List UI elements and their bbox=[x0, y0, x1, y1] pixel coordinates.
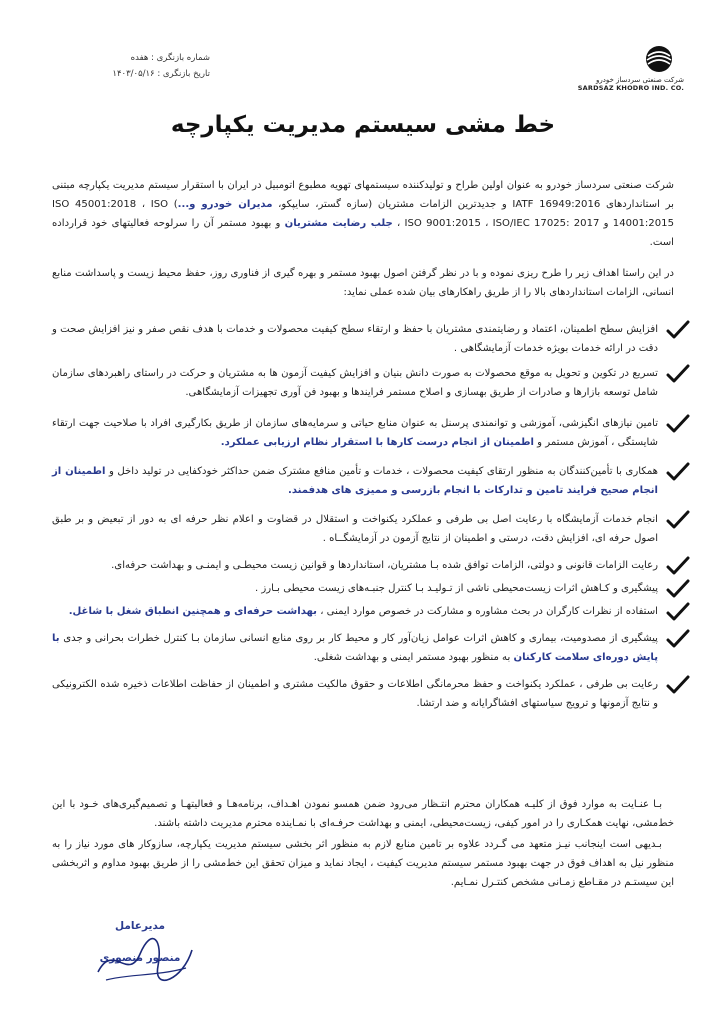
policy-item-text: رعایت بی طرفی ، عملکرد یکنواخت و حفظ محرمانگی اطلاعات و حقوق مالکیت مشتری و اطمینان از حفاظت اطلاعات ذخیره شده الکترونیکی و نتایج آزمونها و ترویج سیاستهای افشاگرایانه و ضد ارتشا. bbox=[52, 679, 658, 709]
handwritten-signature-icon bbox=[88, 932, 198, 990]
check-icon bbox=[666, 579, 690, 599]
policy-item-text: همکاری با تأمین‌کنندگان به منظور ارتقای کیفیت محصولات ، خدمات و تأمین منافع مشترک ضمن حداکثر خودکفایی در تولید داخل و bbox=[105, 466, 659, 477]
policy-item bbox=[52, 579, 692, 598]
policy-item-text: رعایت الزامات قانونی و دولتی، الزامات توافق شده بـا مشتریان، استانداردها و قوانین زیست محیطـی و ایمنـی و بهداشت حرفه‌ای. bbox=[111, 560, 658, 571]
company-name-fa: شرکت صنعتی سردساز خودرو bbox=[595, 76, 684, 84]
policy-item-text: افزایش سطح اطمینان، اعتماد و رضایتمندی مشتریان با حفظ و ارتقاء سطح کیفیت محصولات و خدمات با هدف نقص صفر و نیز افزایش صحت و دقت در ارائه خدمات بویژه خدمات آزمایشگاهی . bbox=[52, 324, 658, 354]
check-icon bbox=[666, 462, 690, 482]
policy-item-text: تامین نیازهای انگیزشی، آموزشی و توانمندی پرسنل به عنوان منابع حیاتی و سرمایه‌های سازمان از طریق بکارگیری افراد با صلاحیت جهت ارتقاء شایستگی ، آموزش مستمر و bbox=[52, 418, 658, 448]
company-logo bbox=[574, 44, 684, 92]
policy-item bbox=[52, 414, 692, 452]
policy-item bbox=[52, 602, 692, 621]
revision-date: تاریخ بازنگری : ۱۴۰۳/۰۵/۱۶ bbox=[112, 69, 210, 79]
policy-item-text: انجام خدمات آزمایشگاه با رعایت اصل بی طرفی و عملکرد یکنواخت و استقلال در قضاوت و اعلام نظر حرفه ای به دور از تبعیض و بر طبق اصول حرفه ای، افزایش دقت، درستی و اطمینان از نتایج آزمون در آزمایشگــاه . bbox=[52, 514, 658, 544]
check-icon bbox=[666, 510, 690, 530]
intro-text-2: ) ISO 45001:2018 ، ISO 14001:2015 و ISO 9001:2015 ، ISO/IEC 17025: 2017 ، bbox=[52, 199, 674, 229]
policy-item-highlight: اطمینان از انجام درست کارها با استقرار نظام ارزیابی عملکرد. bbox=[220, 437, 534, 448]
policy-item bbox=[52, 462, 692, 500]
policy-item-highlight: بهداشت حرفه‌ای و همچنین انطباق شغل با شاغل. bbox=[68, 606, 317, 617]
intro-text-1: شرکت صنعتی سردساز خودرو به عنوان اولین طراح و تولیدکننده سیستمهای تهویه مطبوع اتومبیل در ایران با استقرار سیستم مدیریت یکپارچه مبتنی بر استانداردهای IATF 16949:2016 و جدیدترین الزامات مشتریان (سازه گستر، سایپکو، bbox=[52, 180, 674, 210]
page-title: خط مشی سیستم مدیریت یکپارچه bbox=[170, 112, 556, 138]
policy-item bbox=[52, 364, 692, 402]
policy-item bbox=[52, 510, 692, 548]
policy-item-text: پیشگیری و کـاهش اثرات زیست‌محیطی ناشی از تـولیـد بـا کنترل جنبـه‌های زیست محیطی بـارز . bbox=[254, 583, 658, 594]
intro-highlight-2: جلب رضایت مشتریان bbox=[284, 218, 393, 229]
closing-paragraph-2: بـدیهی است اینجانب نیـز متعهد می گـردد علاوه بر تامین منابع لازم به منظور اثر بخشی سیستم مدیریت یکپارچه، سازوکار های مورد نیاز را به منظور نیل به اهداف فوق در جهت بهبود مستمر سیستم مدیریت کیفیت ، ایجاد نماید و میزان تحقق این خط‌مشی را از طریق بهبود مداوم و اثربخشی این سیستـم در مقـاطع زمـانی مشخص کنتـرل نمـایم. bbox=[52, 839, 674, 888]
check-icon bbox=[666, 414, 690, 434]
closing-section bbox=[52, 795, 674, 892]
lead-paragraph: در این راستا اهداف زیر را طرح ریزی نموده و با در نظر گرفتن اصول بهبود مستمر و بهره گیری از فناوری روز، حفظ محیط زیست و پاسداشت منابع انسانی، الزامات استانداردهای بالا را از طریق راهکارهای بیان شده عملی نماید: bbox=[52, 268, 674, 298]
policy-item-tail: به منظور بهبود مستمر ایمنی و بهداشت شغلی. bbox=[313, 652, 514, 663]
policy-item-text: پیشگیری از مصدومیت، بیماری و کاهش اثرات عوامل زیان‌آور کار و محیط کار بر روی منابع انسانی سازمان بـا کنترل خطرات بحرانی و جدی bbox=[59, 633, 658, 644]
signer-name: منصور منصوری bbox=[99, 952, 181, 964]
closing-paragraph-1: بـا عنـایت به موارد فوق از کلیـه همکاران محترم انتـظار می‌رود ضمن همسو نمودن اهـداف، برنامه‌هـا و فعالیتهـا و تصمیم‌گیری‌های خـود با این خط‌مشی، نهایت همکـاری را در امور کیفی، زیست‌محیطی، ایمنی و بهداشت حرفـه‌ای با نمـاینده محترم مدیریت داشته باشند. bbox=[52, 799, 674, 829]
policy-item-text: تسریع در تکوین و تحویل به موقع محصولات به صورت دانش بنیان و افزایش کیفیت آزمون ها به مشتریان و حرکت در راستای راهبردهای سازمان شامل توسعه بازارها و صادرات از طریق بهسازی و اصلاح مستمر فرایندها و بهبود فن آوری تجهیزات آزمایشگاهی. bbox=[52, 368, 658, 398]
policy-item-highlight: اطمینان از انجام صحیح فرایند تامین و تدارکات با انجام بازرسی و ممیزی های هدفمند. bbox=[52, 466, 658, 496]
check-icon bbox=[666, 556, 690, 576]
signer-role: مدیرعامل bbox=[114, 920, 166, 932]
revision-number: شماره بازنگری : هفده bbox=[130, 53, 210, 63]
policy-item bbox=[52, 675, 692, 713]
check-icon bbox=[666, 675, 690, 695]
policy-item-text: استفاده از نظرات کارگران در بحث مشاوره و مشارکت در خصوص موارد ایمنی ، bbox=[316, 606, 658, 617]
check-icon bbox=[666, 364, 690, 384]
policy-item-highlight: با پایش دوره‌ای سلامت کارکنان bbox=[52, 633, 658, 663]
revision-info bbox=[50, 50, 210, 82]
intro-text-3: و بهبود مستمر آن را سرلوحه فعالیتهای خود قرارداده است. bbox=[52, 218, 674, 248]
policy-item bbox=[52, 629, 692, 667]
company-name-en: SARDSAZ KHODRO IND. CO. bbox=[577, 84, 684, 92]
check-icon bbox=[666, 320, 690, 340]
intro-paragraph bbox=[52, 176, 674, 252]
check-icon bbox=[666, 602, 690, 622]
check-icon bbox=[666, 629, 690, 649]
policy-item bbox=[52, 320, 692, 358]
policy-items bbox=[52, 312, 692, 713]
policy-item bbox=[52, 556, 692, 575]
intro-highlight-1: مدیران خودرو و... bbox=[177, 199, 273, 210]
logo-mark-icon bbox=[642, 44, 676, 74]
